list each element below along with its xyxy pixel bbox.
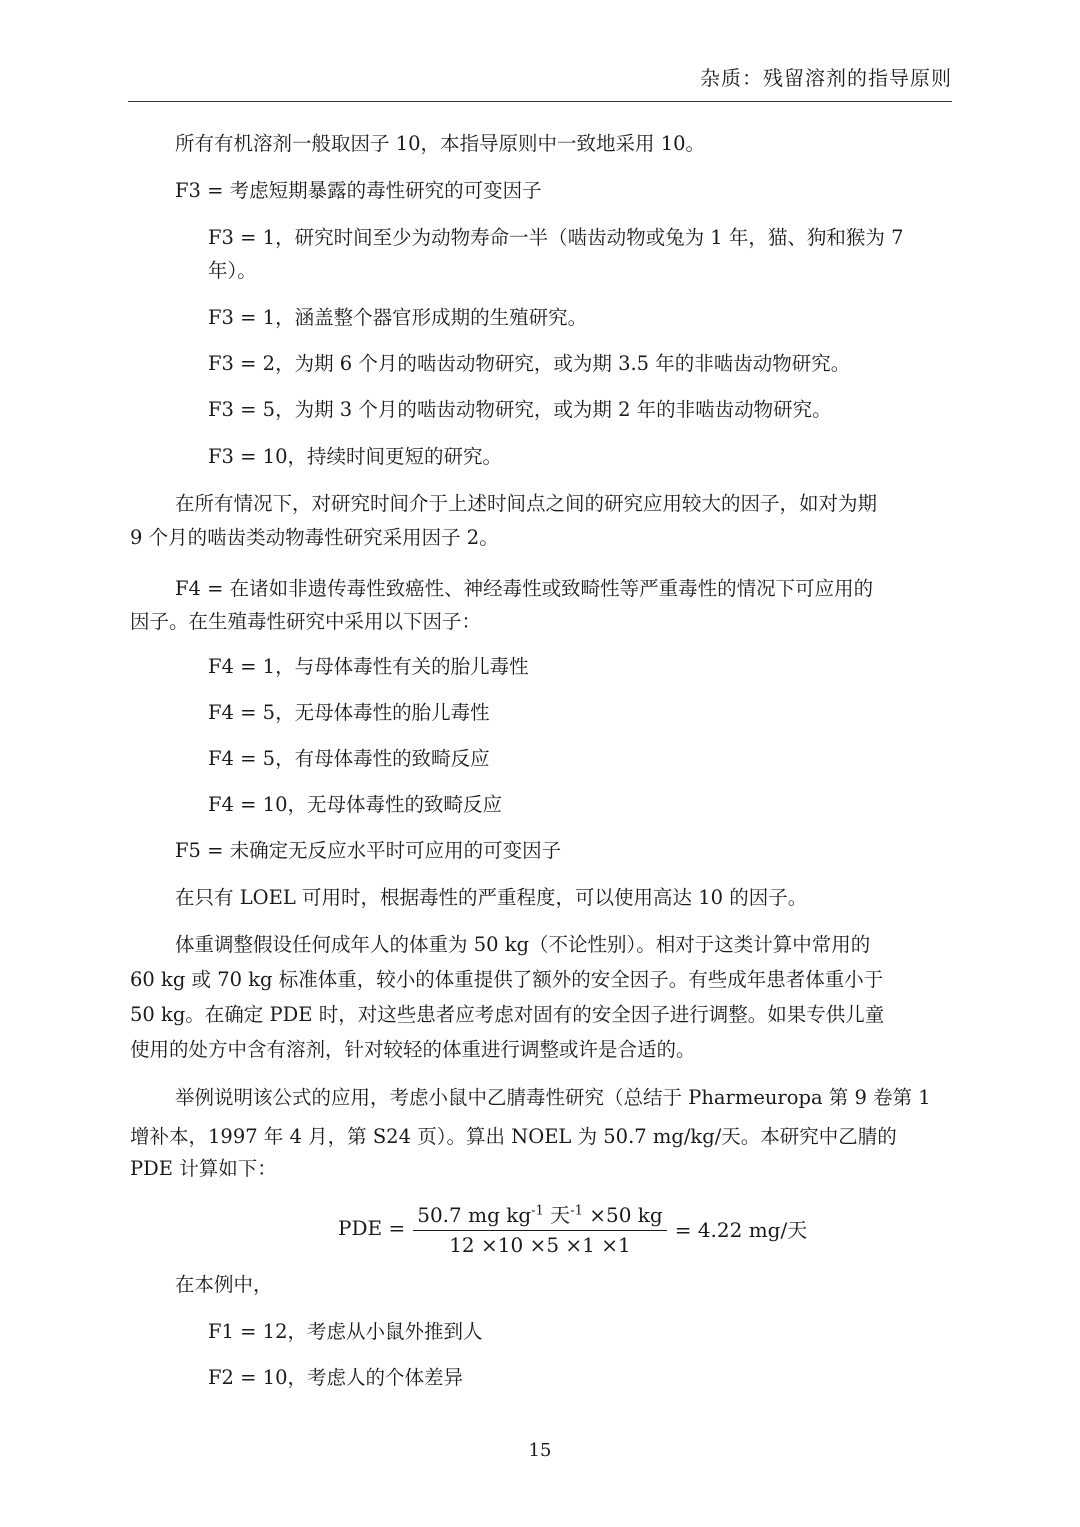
paragraph-line: 在只有 LOEL 可用时，根据毒性的严重程度，可以使用高达 10 的因子。: [175, 886, 808, 909]
formula-exp-1: -1: [531, 1203, 544, 1219]
paragraph-line: F3 = 1，涵盖整个器官形成期的生殖研究。: [208, 306, 588, 329]
paragraph-line: 在所有情况下，对研究时间介于上述时间点之间的研究应用较大的因子，如对为期: [175, 492, 878, 515]
paragraph-line: F5 = 未确定无反应水平时可应用的可变因子: [175, 839, 562, 862]
paragraph-line: 举例说明该公式的应用，考虑小鼠中乙腈毒性研究（总结于 Pharmeuropa 第 9 卷第 1: [175, 1086, 931, 1109]
paragraph-line: 使用的处方中含有溶剂，针对较轻的体重进行调整或许是合适的。: [130, 1038, 696, 1061]
paragraph-line: 年）。: [208, 259, 257, 282]
formula-fraction: [413, 1199, 666, 1257]
paragraph-line: F4 = 5，无母体毒性的胎儿毒性: [208, 701, 490, 724]
paragraph-line: 因子。在生殖毒性研究中采用以下因子：: [130, 610, 482, 633]
pde-formula: [338, 1198, 807, 1258]
paragraph-line: 50 kg。在确定 PDE 时，对这些患者应考虑对固有的安全因子进行调整。如果专供儿童: [130, 1003, 885, 1026]
paragraph-line: F3 = 考虑短期暴露的毒性研究的可变因子: [175, 179, 542, 202]
paragraph-line: 60 kg 或 70 kg 标准体重，较小的体重提供了额外的安全因子。有些成年患者体重小于: [130, 968, 884, 991]
paragraph-line: F3 = 5，为期 3 个月的啮齿动物研究，或为期 2 年的非啮齿动物研究。: [208, 398, 832, 421]
running-header: 杂质：残留溶剂的指导原则: [128, 62, 952, 102]
formula-lhs: PDE =: [338, 1216, 406, 1240]
paragraph-line: 增补本，1997 年 4 月，第 S24 页）。算出 NOEL 为 50.7 mg/kg/天。本研究中乙腈的: [130, 1125, 897, 1148]
paragraph-line: F3 = 10，持续时间更短的研究。: [208, 445, 502, 468]
paragraph-line: 所有有机溶剂一般取因子 10，本指导原则中一致地采用 10。: [175, 132, 706, 155]
paragraph-line: F2 = 10，考虑人的个体差异: [208, 1366, 463, 1389]
paragraph-line: 9 个月的啮齿类动物毒性研究采用因子 2。: [130, 526, 499, 549]
formula-num-c: ×50 kg: [582, 1203, 663, 1227]
paragraph-line: F4 = 10，无母体毒性的致畸反应: [208, 793, 502, 816]
paragraph-line: F4 = 在诸如非遗传毒性致癌性、神经毒性或致畸性等严重毒性的情况下可应用的: [175, 577, 874, 600]
formula-num-a: 50.7 mg kg: [417, 1203, 532, 1227]
paragraph-line: F3 = 1，研究时间至少为动物寿命一半（啮齿动物或兔为 1 年，猫、狗和猴为 7: [208, 226, 904, 249]
paragraph-line: PDE 计算如下：: [130, 1157, 277, 1180]
paragraph-line: F1 = 12，考虑从小鼠外推到人: [208, 1320, 483, 1343]
paragraph-line: F4 = 1，与母体毒性有关的胎儿毒性: [208, 655, 529, 678]
paragraph-line: F4 = 5，有母体毒性的致畸反应: [208, 747, 490, 770]
formula-numerator: [413, 1199, 666, 1231]
formula-num-b: 天: [543, 1203, 571, 1227]
formula-denominator: 12 ×10 ×5 ×1 ×1: [449, 1233, 631, 1257]
formula-rhs: = 4.22 mg/天: [674, 1217, 808, 1242]
paragraph-line: 体重调整假设任何成年人的体重为 50 kg（不论性别）。相对于这类计算中常用的: [175, 933, 871, 956]
page-number: 15: [528, 1440, 552, 1461]
paragraph-line: F3 = 2，为期 6 个月的啮齿动物研究，或为期 3.5 年的非啮齿动物研究。: [208, 352, 851, 375]
paragraph-line: 在本例中，: [175, 1273, 273, 1296]
formula-exp-2: -1: [570, 1203, 583, 1219]
